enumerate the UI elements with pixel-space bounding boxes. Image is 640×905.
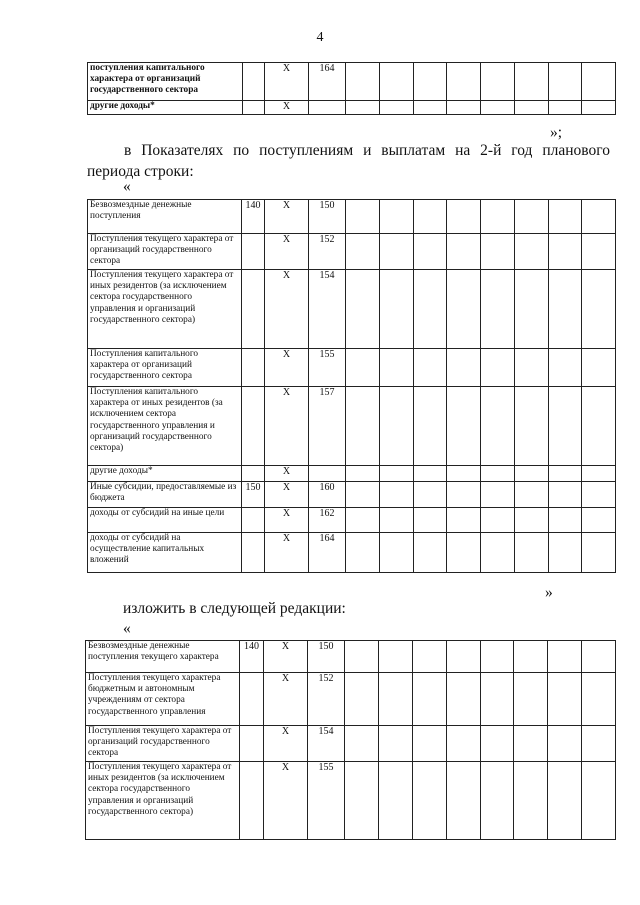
- empty-value-cell: [481, 466, 515, 482]
- empty-value-cell: [379, 349, 413, 387]
- empty-value-cell: [481, 533, 515, 573]
- empty-value-cell: [346, 63, 380, 101]
- empty-value-cell: [379, 482, 413, 508]
- empty-value-cell: [378, 726, 412, 762]
- empty-value-cell: [413, 200, 447, 234]
- row-code-col: [243, 101, 265, 115]
- row-code-col: [240, 762, 264, 840]
- empty-value-cell: [446, 673, 480, 726]
- empty-value-cell: [447, 234, 481, 270]
- empty-value-cell: [582, 387, 616, 466]
- empty-value-cell: [514, 349, 548, 387]
- empty-value-cell: [481, 200, 515, 234]
- table-row: [88, 349, 616, 387]
- empty-value-cell: [346, 200, 380, 234]
- empty-value-cell: [447, 533, 481, 573]
- row-x-col: X: [265, 63, 309, 101]
- row-code-col: 140: [242, 200, 265, 234]
- empty-value-cell: [481, 482, 515, 508]
- empty-value-cell: [480, 641, 514, 673]
- table-row: [88, 200, 616, 234]
- empty-value-cell: [378, 673, 412, 726]
- table-row: [88, 63, 616, 101]
- empty-value-cell: [514, 482, 548, 508]
- row-x-col: X: [264, 762, 308, 840]
- row-line-code: 164: [309, 533, 346, 573]
- row-x-col: X: [265, 200, 309, 234]
- row-code-col: [242, 387, 265, 466]
- empty-value-cell: [413, 482, 447, 508]
- row-line-code: 152: [308, 673, 345, 726]
- empty-value-cell: [413, 508, 447, 533]
- empty-value-cell: [346, 508, 380, 533]
- empty-value-cell: [548, 200, 582, 234]
- empty-value-cell: [346, 349, 380, 387]
- empty-value-cell: [548, 101, 582, 115]
- table-row: [88, 387, 616, 466]
- empty-value-cell: [379, 466, 413, 482]
- table-row: [88, 234, 616, 270]
- row-label: доходы от субсидий на иные цели: [88, 508, 242, 533]
- row-x-col: X: [264, 673, 308, 726]
- empty-value-cell: [412, 726, 446, 762]
- empty-value-cell: [379, 533, 413, 573]
- empty-value-cell: [548, 63, 582, 101]
- empty-value-cell: [345, 726, 379, 762]
- table-row: [88, 101, 616, 115]
- table-row: [86, 641, 616, 673]
- empty-value-cell: [379, 234, 413, 270]
- empty-value-cell: [346, 466, 380, 482]
- row-line-code: 157: [309, 387, 346, 466]
- row-label: Иные субсидии, предоставляемые из бюджета: [88, 482, 242, 508]
- empty-value-cell: [582, 63, 616, 101]
- empty-value-cell: [481, 101, 515, 115]
- empty-value-cell: [481, 508, 515, 533]
- empty-value-cell: [548, 349, 582, 387]
- empty-value-cell: [446, 762, 480, 840]
- row-label: Поступления текущего характера от иных резидентов (за исключением сектора государственного управления и организаций государственного сектора): [86, 762, 240, 840]
- row-label: Поступления текущего характера от иных резидентов (за исключением сектора государственного управления и организаций государственного сектора): [88, 270, 242, 349]
- empty-value-cell: [582, 673, 616, 726]
- empty-value-cell: [514, 234, 548, 270]
- empty-value-cell: [346, 387, 380, 466]
- empty-value-cell: [346, 101, 380, 115]
- row-label: Поступления текущего характера бюджетным и автономным учреждениям от сектора государственного управления: [86, 673, 240, 726]
- empty-value-cell: [582, 234, 616, 270]
- empty-value-cell: [480, 762, 514, 840]
- row-x-col: X: [265, 234, 309, 270]
- row-label: другие доходы*: [88, 101, 243, 115]
- empty-value-cell: [412, 673, 446, 726]
- empty-value-cell: [480, 726, 514, 762]
- empty-value-cell: [548, 508, 582, 533]
- empty-value-cell: [548, 234, 582, 270]
- empty-value-cell: [413, 349, 447, 387]
- empty-value-cell: [413, 63, 447, 101]
- empty-value-cell: [548, 533, 582, 573]
- empty-value-cell: [379, 387, 413, 466]
- table-row: [88, 508, 616, 533]
- table-row: [88, 482, 616, 508]
- row-x-col: X: [265, 270, 309, 349]
- empty-value-cell: [446, 641, 480, 673]
- empty-value-cell: [514, 270, 548, 349]
- row-label: Безвозмездные денежные поступления текущего характера: [86, 641, 240, 673]
- empty-value-cell: [582, 349, 616, 387]
- empty-value-cell: [514, 508, 548, 533]
- closing-quote-1: »;: [550, 124, 563, 141]
- empty-value-cell: [447, 387, 481, 466]
- row-code-col: 140: [240, 641, 264, 673]
- empty-value-cell: [582, 466, 616, 482]
- table-receipts-continued: [87, 62, 616, 115]
- paragraph-year2-rows: в Показателях по поступлениям и выплатам на 2-й год планового периода строки:: [87, 142, 610, 180]
- row-code-col: [242, 533, 265, 573]
- empty-value-cell: [514, 387, 548, 466]
- table-year2-rows: [87, 199, 616, 573]
- row-x-col: X: [265, 533, 309, 573]
- empty-value-cell: [582, 508, 616, 533]
- empty-value-cell: [413, 101, 447, 115]
- table-row: [86, 762, 616, 840]
- empty-value-cell: [413, 533, 447, 573]
- empty-value-cell: [514, 726, 548, 762]
- empty-value-cell: [346, 533, 380, 573]
- empty-value-cell: [548, 387, 582, 466]
- empty-value-cell: [481, 270, 515, 349]
- row-code-col: 150: [242, 482, 265, 508]
- row-x-col: X: [264, 726, 308, 762]
- empty-value-cell: [514, 63, 548, 101]
- opening-quote-1: «: [123, 178, 131, 195]
- empty-value-cell: [446, 726, 480, 762]
- empty-value-cell: [480, 673, 514, 726]
- row-code-col: [242, 466, 265, 482]
- row-code-col: [243, 63, 265, 101]
- table-row: [88, 466, 616, 482]
- opening-quote-2: «: [123, 620, 131, 637]
- row-label: другие доходы*: [88, 466, 242, 482]
- empty-value-cell: [582, 641, 616, 673]
- row-label: Поступления текущего характера от организаций государственного сектора: [88, 234, 242, 270]
- row-line-code: 164: [309, 63, 346, 101]
- empty-value-cell: [447, 508, 481, 533]
- row-x-col: X: [265, 349, 309, 387]
- row-x-col: X: [264, 641, 308, 673]
- empty-value-cell: [582, 101, 616, 115]
- empty-value-cell: [379, 200, 413, 234]
- paragraph-new-edition: изложить в следующей редакции:: [123, 600, 346, 617]
- closing-quote-2: »: [545, 584, 553, 601]
- row-line-code: 152: [309, 234, 346, 270]
- empty-value-cell: [582, 482, 616, 508]
- row-line-code: 150: [308, 641, 345, 673]
- empty-value-cell: [582, 270, 616, 349]
- empty-value-cell: [378, 762, 412, 840]
- empty-value-cell: [447, 63, 481, 101]
- empty-value-cell: [514, 673, 548, 726]
- empty-value-cell: [346, 234, 380, 270]
- empty-value-cell: [447, 101, 481, 115]
- empty-value-cell: [481, 349, 515, 387]
- row-code-col: [240, 673, 264, 726]
- row-label: Поступления капитального характера от иных резидентов (за исключением сектора государственного управления и организаций государственного сектора): [88, 387, 242, 466]
- empty-value-cell: [514, 101, 548, 115]
- row-line-code: 155: [308, 762, 345, 840]
- empty-value-cell: [379, 101, 413, 115]
- row-line-code: 154: [309, 270, 346, 349]
- table-row: [88, 270, 616, 349]
- row-label: поступления капитального характера от организаций государственного сектора: [88, 63, 243, 101]
- row-line-code: 154: [308, 726, 345, 762]
- empty-value-cell: [379, 270, 413, 349]
- row-line-code: 160: [309, 482, 346, 508]
- empty-value-cell: [379, 508, 413, 533]
- empty-value-cell: [514, 641, 548, 673]
- row-label: Безвозмездные денежные поступления: [88, 200, 242, 234]
- empty-value-cell: [514, 762, 548, 840]
- table-row: [86, 673, 616, 726]
- empty-value-cell: [447, 349, 481, 387]
- row-code-col: [242, 508, 265, 533]
- table-row: [88, 533, 616, 573]
- row-line-code: 162: [309, 508, 346, 533]
- row-x-col: X: [265, 482, 309, 508]
- empty-value-cell: [345, 762, 379, 840]
- empty-value-cell: [413, 270, 447, 349]
- row-line-code: [309, 101, 346, 115]
- row-line-code: 155: [309, 349, 346, 387]
- empty-value-cell: [345, 641, 379, 673]
- empty-value-cell: [548, 482, 582, 508]
- empty-value-cell: [514, 466, 548, 482]
- row-label: Поступления текущего характера от организаций государственного сектора: [86, 726, 240, 762]
- empty-value-cell: [413, 466, 447, 482]
- empty-value-cell: [548, 466, 582, 482]
- empty-value-cell: [413, 387, 447, 466]
- empty-value-cell: [481, 234, 515, 270]
- empty-value-cell: [412, 641, 446, 673]
- empty-value-cell: [447, 200, 481, 234]
- row-label: Поступления капитального характера от организаций государственного сектора: [88, 349, 242, 387]
- empty-value-cell: [412, 762, 446, 840]
- empty-value-cell: [548, 270, 582, 349]
- empty-value-cell: [346, 270, 380, 349]
- row-label: доходы от субсидий на осуществление капитальных вложений: [88, 533, 242, 573]
- row-line-code: 150: [309, 200, 346, 234]
- empty-value-cell: [548, 762, 582, 840]
- empty-value-cell: [481, 387, 515, 466]
- empty-value-cell: [345, 673, 379, 726]
- table-new-edition: [85, 640, 616, 840]
- empty-value-cell: [548, 641, 582, 673]
- empty-value-cell: [379, 63, 413, 101]
- row-code-col: [242, 349, 265, 387]
- row-code-col: [242, 234, 265, 270]
- row-line-code: [309, 466, 346, 482]
- row-x-col: X: [265, 508, 309, 533]
- empty-value-cell: [582, 200, 616, 234]
- table-row: [86, 726, 616, 762]
- empty-value-cell: [447, 466, 481, 482]
- row-x-col: X: [265, 101, 309, 115]
- empty-value-cell: [548, 726, 582, 762]
- empty-value-cell: [582, 762, 616, 840]
- row-x-col: X: [265, 387, 309, 466]
- empty-value-cell: [346, 482, 380, 508]
- row-code-col: [240, 726, 264, 762]
- empty-value-cell: [514, 533, 548, 573]
- empty-value-cell: [413, 234, 447, 270]
- empty-value-cell: [548, 673, 582, 726]
- empty-value-cell: [582, 726, 616, 762]
- empty-value-cell: [582, 533, 616, 573]
- page-number: 4: [316, 30, 324, 45]
- empty-value-cell: [447, 270, 481, 349]
- row-x-col: X: [265, 466, 309, 482]
- row-code-col: [242, 270, 265, 349]
- empty-value-cell: [378, 641, 412, 673]
- empty-value-cell: [481, 63, 515, 101]
- empty-value-cell: [447, 482, 481, 508]
- empty-value-cell: [514, 200, 548, 234]
